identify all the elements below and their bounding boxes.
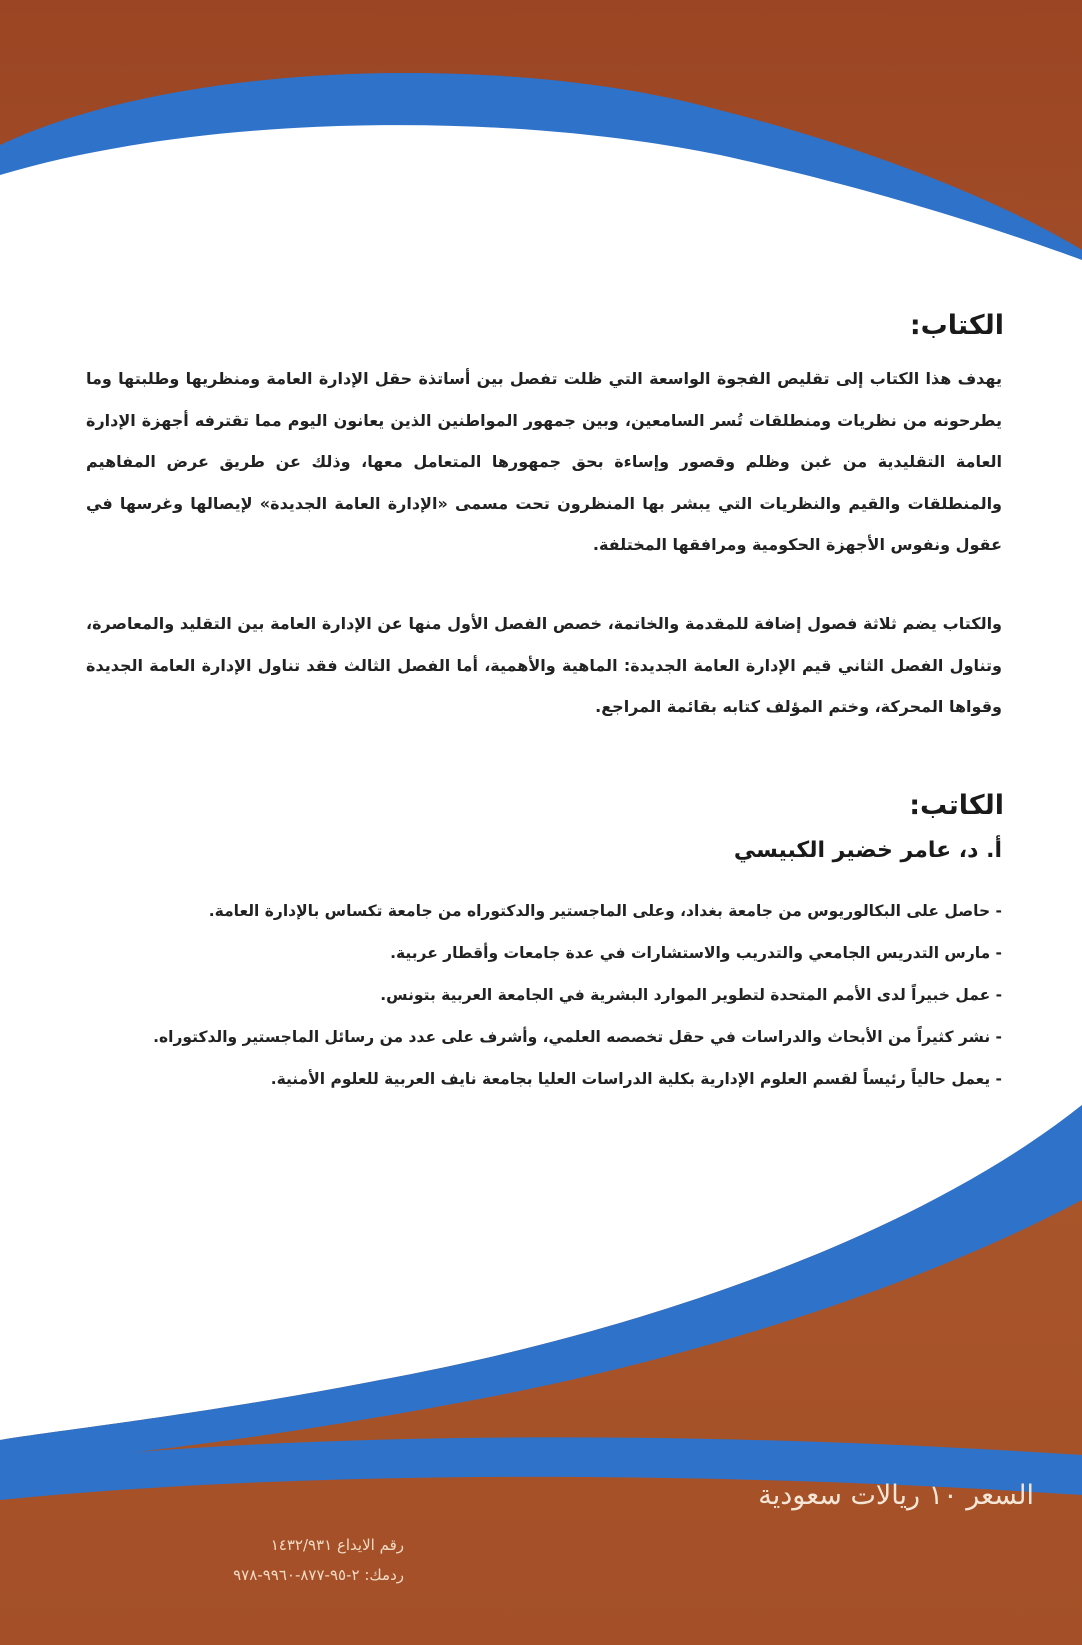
- author-bio-item: - عمل خبيراً لدى الأمم المتحدة لتطوير الموارد البشرية في الجامعة العربية بتونس.: [380, 986, 1002, 1004]
- author-bio-item: - نشر كثيراً من الأبحاث والدراسات في حقل تخصصه العلمي، وأشرف على عدد من رسائل الماجستير والدكتوراه.: [153, 1028, 1002, 1046]
- book-contents: والكتاب يضم ثلاثة فصول إضافة للمقدمة والخاتمة، خصص الفصل الأول منها عن الإدارة العامة بين التقليد والمعاصرة، وتناول الفصل الثاني قيم الإدارة العامة الجديدة: الماهية والأهمية، أما الفصل الثالث فقد تناول الإدارة العامة الجديدة وقواها المحركة، وختم المؤلف كتابه بقائمة المراجع.: [86, 614, 1002, 716]
- author-bio-item: - يعمل حالياً رئيساً لقسم العلوم الإدارية بكلية الدراسات العليا بجامعة نايف العربية للعلوم الأمنية.: [270, 1070, 1002, 1088]
- author-name: أ. د، عامر خضير الكبيسي: [733, 838, 1002, 863]
- book-heading: الكتاب:: [909, 310, 1004, 341]
- book-description: يهدف هذا الكتاب إلى تقليص الفجوة الواسعة التي ظلت تفصل بين أساتذة حقل الإدارة العامة ومنظريها وطلبتها وما يطرحونه من نظريات ومنطلقات تُسر السامعين، وبين جمهور المواطنين الذين يعانون اليوم مما تقترفه أجهزة الإدارة العامة التقليدية من غبن وظلم وقصور وإساءة بحق جمهورها المتعامل معها، وذلك عن طريق عرض المفاهيم والمنطلقات والقيم والنظريات التي يبشر بها المنظرون تحت مسمى «الإدارة العامة الجديدة» لإيصالها وغرسها في عقول ونفوس الأجهزة الحكومية ومرافقها المختلفة.: [86, 369, 1002, 554]
- deposit-number: رقم الايداع ١٤٣٢/٩٣١: [270, 1536, 404, 1554]
- author-bio-item: - مارس التدريس الجامعي والتدريب والاستشارات في عدة جامعات وأقطار عربية.: [390, 944, 1002, 962]
- author-bio-item: - حاصل على البكالوريوس من جامعة بغداد، وعلى الماجستير والدكتوراه من جامعة تكساس بالإدارة العامة.: [208, 902, 1002, 920]
- author-bio-list: [86, 890, 1002, 1100]
- isbn-number: ردمك: ٢-٩٥-٨٧٧-٩٩٦٠-٩٧٨: [233, 1566, 404, 1584]
- author-heading: الكاتب:: [909, 790, 1004, 821]
- price-label: السعر ١٠ ريالات سعودية: [758, 1480, 1034, 1511]
